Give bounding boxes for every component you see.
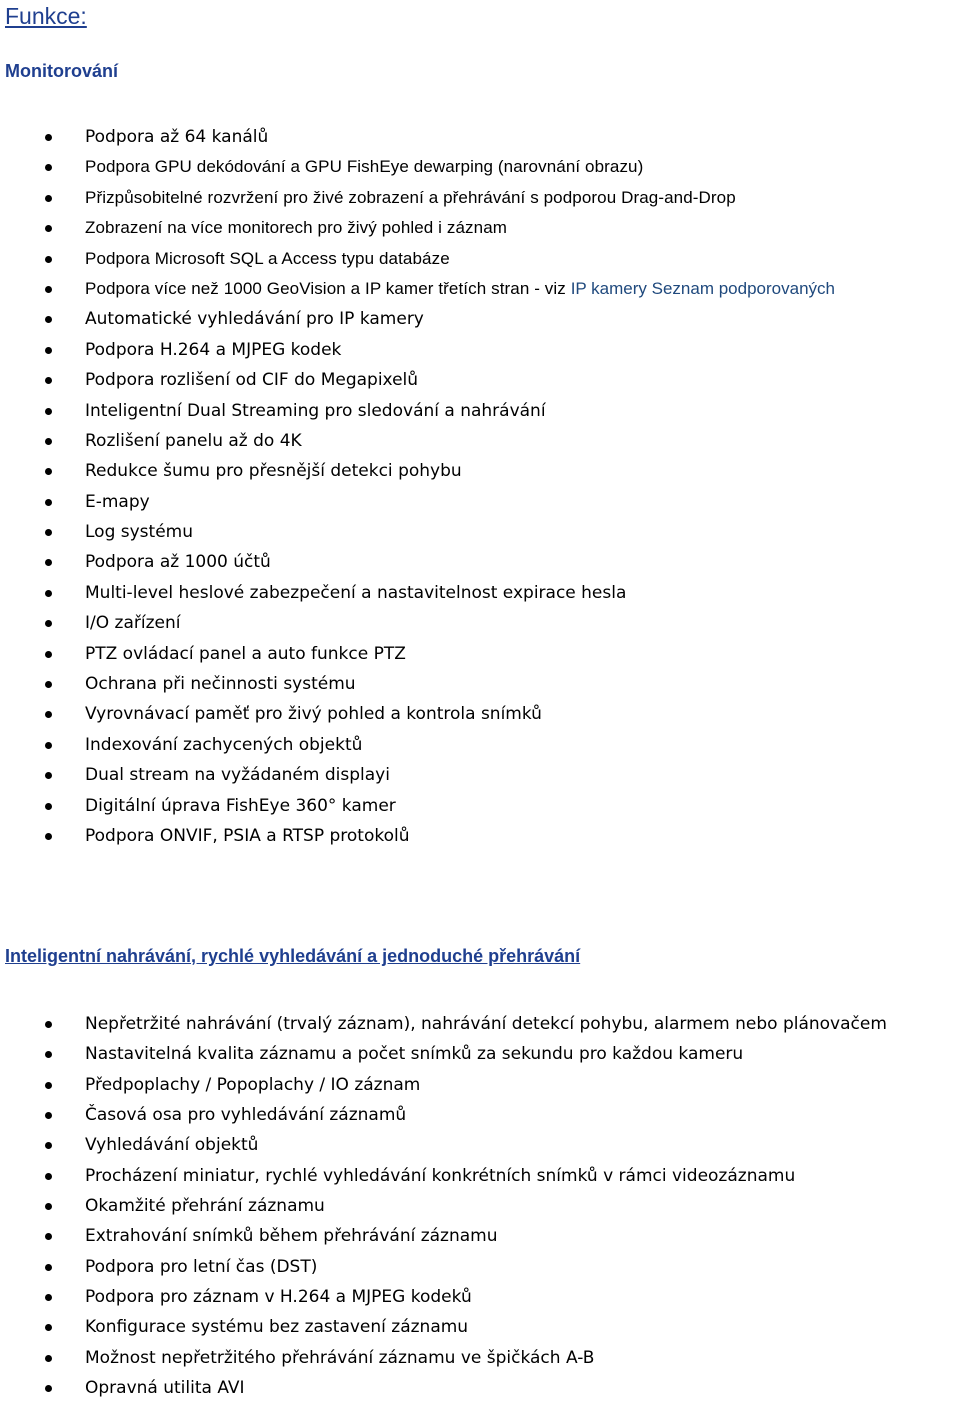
- list-item: [0, 1343, 960, 1373]
- page-title: Funkce:: [5, 3, 87, 29]
- list-item-text: Časová osa pro vyhledávání záznamů: [85, 1105, 407, 1126]
- bullet-icon: [45, 1324, 52, 1331]
- list-item-text: Multi-level heslové zabezpečení a nastavitelnost expirace hesla: [85, 582, 627, 603]
- bullet-icon: [45, 438, 52, 445]
- list-item-text: Nastavitelná kvalita záznamu a počet snímků za sekundu pro každou kameru: [85, 1044, 744, 1065]
- list-item: [0, 304, 960, 334]
- list-item: [0, 821, 960, 851]
- bullet-icon: [45, 225, 52, 232]
- bullet-icon: [45, 711, 52, 718]
- list-item-text: Zobrazení na více monitorech pro živý pohled i záznam: [85, 218, 508, 238]
- list-item: [0, 760, 960, 790]
- section-heading-recording: Inteligentní nahrávání, rychlé vyhledávání a jednoduché přehrávání: [5, 946, 581, 966]
- list-item: [0, 213, 960, 243]
- list-item: [0, 1252, 960, 1282]
- bullet-icon: [45, 620, 52, 627]
- list-item-text: Možnost nepřetržitého přehrávání záznamu ve špičkách A-B: [85, 1347, 595, 1368]
- list-item: [0, 122, 960, 152]
- list-item-text: Podpora ONVIF, PSIA a RTSP protokolů: [85, 825, 410, 846]
- list-item-text: Indexování zachycených objektů: [85, 734, 363, 755]
- list-item-text: PTZ ovládací panel a auto funkce PTZ: [85, 643, 406, 664]
- list-item-text: Podpora více než 1000 GeoVision a IP kamer třetích stran - viz: [85, 278, 571, 298]
- bullet-icon: [45, 316, 52, 323]
- supported-ip-cameras-link[interactable]: IP kamery Seznam podporovaných: [570, 278, 835, 298]
- list-item-text: Procházení miniatur, rychlé vyhledávání konkrétních snímků v rámci videozáznamu: [85, 1165, 796, 1186]
- list-item-text: Podpora H.264 a MJPEG kodek: [85, 339, 342, 360]
- list-item: [0, 1039, 960, 1069]
- bullet-icon: [45, 559, 52, 566]
- bullet-icon: [45, 1233, 52, 1240]
- list-item: [0, 396, 960, 426]
- list-item: [0, 183, 960, 213]
- list-item-text: Nepřetržité nahrávání (trvalý záznam), nahrávání detekcí pohybu, alarmem nebo plánovačem: [85, 1014, 887, 1034]
- list-item: [0, 1191, 960, 1221]
- bullet-icon: [45, 499, 52, 506]
- list-item: [0, 547, 960, 577]
- bullet-icon: [45, 408, 52, 415]
- list-item-text: Vyhledávání objektů: [85, 1135, 259, 1156]
- bullet-icon: [45, 1173, 52, 1180]
- bullet-icon: [45, 590, 52, 597]
- list-item-text: Podpora Microsoft SQL a Access typu databáze: [85, 248, 450, 268]
- list-item-text: Vyrovnávací paměť pro živý pohled a kontrola snímků: [85, 704, 542, 725]
- list-item-text: Log systému: [85, 522, 194, 543]
- list-item-text: E-mapy: [85, 491, 150, 512]
- list-item: [0, 1009, 960, 1039]
- list-item-text: Konfigurace systému bez zastavení záznamu: [85, 1317, 469, 1338]
- bullet-icon: [45, 1021, 52, 1028]
- list-item: [0, 1312, 960, 1342]
- list-item-text: Podpora pro záznam v H.264 a MJPEG kodeků: [85, 1287, 472, 1308]
- list-item-text: Ochrana při nečinnosti systému: [85, 674, 356, 695]
- bullet-icon: [45, 256, 52, 263]
- list-item-text: Přizpůsobitelné rozvržení pro živé zobrazení a přehrávání s podporou Drag-and-Drop: [85, 187, 736, 207]
- bullet-icon: [45, 1112, 52, 1119]
- bullet-icon: [45, 742, 52, 749]
- recording-feature-list: [0, 1009, 960, 1403]
- list-item-text: Inteligentní Dual Streaming pro sledování a nahrávání: [85, 400, 546, 421]
- list-item: [0, 426, 960, 456]
- list-item: [0, 244, 960, 274]
- list-item-text: Podpora až 64 kanálů: [85, 127, 269, 147]
- list-item: [0, 152, 960, 182]
- list-item: [0, 1282, 960, 1312]
- list-item: [0, 487, 960, 517]
- list-item: [0, 669, 960, 699]
- bullet-icon: [45, 651, 52, 658]
- list-item: [0, 730, 960, 760]
- bullet-icon: [45, 833, 52, 840]
- list-item-text: Podpora pro letní čas (DST): [85, 1256, 318, 1277]
- list-item-text: Podpora až 1000 účtů: [85, 552, 271, 573]
- list-item: [0, 608, 960, 638]
- list-item: [0, 791, 960, 821]
- bullet-icon: [45, 377, 52, 384]
- bullet-icon: [45, 1203, 52, 1210]
- list-item-text: Digitální úprava FishEye 360° kamer: [85, 795, 396, 816]
- bullet-icon: [45, 195, 52, 202]
- bullet-icon: [45, 468, 52, 475]
- section-heading-monitoring: Monitorování: [5, 61, 118, 81]
- list-item-text: Předpoplachy / Popoplachy / IO záznam: [85, 1074, 421, 1095]
- bullet-icon: [45, 347, 52, 354]
- bullet-icon: [45, 1264, 52, 1271]
- bullet-icon: [45, 529, 52, 536]
- list-item: [0, 335, 960, 365]
- list-item: [0, 1070, 960, 1100]
- list-item: [0, 456, 960, 486]
- list-item: [0, 274, 960, 304]
- list-item: [0, 1221, 960, 1251]
- bullet-icon: [45, 1385, 52, 1392]
- list-item: [0, 1100, 960, 1130]
- bullet-icon: [45, 681, 52, 688]
- bullet-icon: [45, 803, 52, 810]
- list-item: [0, 578, 960, 608]
- bullet-icon: [45, 1051, 52, 1058]
- list-item-text: Opravná utilita AVI: [85, 1378, 245, 1399]
- list-item: [0, 365, 960, 395]
- list-item: [0, 517, 960, 547]
- bullet-icon: [45, 134, 52, 141]
- list-item-text: Podpora rozlišení od CIF do Megapixelů: [85, 370, 419, 391]
- list-item: [0, 1373, 960, 1403]
- list-item-text: Dual stream na vyžádaném displayi: [85, 765, 390, 786]
- bullet-icon: [45, 164, 52, 171]
- bullet-icon: [45, 1082, 52, 1089]
- list-item-text: Rozlišení panelu až do 4K: [85, 430, 302, 451]
- bullet-icon: [45, 1355, 52, 1362]
- list-item-text: Automatické vyhledávání pro IP kamery: [85, 309, 424, 330]
- list-item: [0, 1130, 960, 1160]
- bullet-icon: [45, 286, 52, 293]
- list-item: [0, 1161, 960, 1191]
- list-item-text: Okamžité přehrání záznamu: [85, 1196, 325, 1217]
- list-item: [0, 699, 960, 729]
- bullet-icon: [45, 1294, 52, 1301]
- bullet-icon: [45, 772, 52, 779]
- list-item-text: Extrahování snímků během přehrávání záznamu: [85, 1226, 498, 1247]
- bullet-icon: [45, 1142, 52, 1149]
- list-item: [0, 639, 960, 669]
- list-item-text: Podpora GPU dekódování a GPU FishEye dewarping (narovnání obrazu): [85, 157, 644, 177]
- list-item-text: Redukce šumu pro přesnější detekci pohybu: [85, 461, 462, 482]
- list-item-text: I/O zařízení: [85, 613, 181, 634]
- monitoring-feature-list: [0, 122, 960, 851]
